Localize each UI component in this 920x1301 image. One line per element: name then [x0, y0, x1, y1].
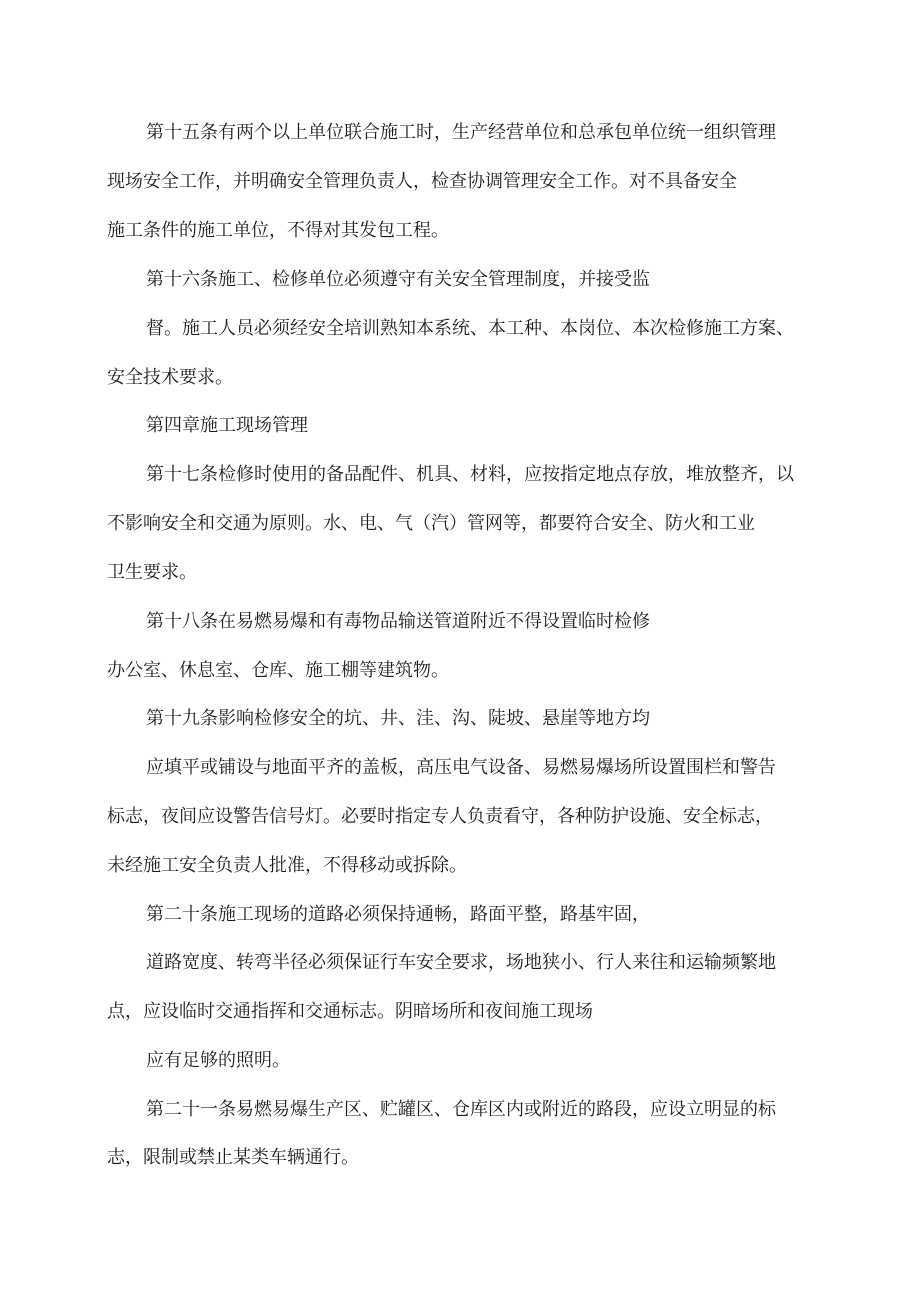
article-19-line-1: 第十九条影响检修安全的坑、井、洼、沟、陡坡、悬崖等地方均	[146, 708, 650, 729]
chapter-4-heading: 第四章施工现场管理	[146, 415, 308, 436]
article-17-line-3: 卫生要求。	[107, 562, 197, 583]
article-17-line-1: 第十七条检修时使用的备品配件、机具、材料，应按指定地点存放，堆放整齐，以	[146, 464, 794, 485]
article-20-line-2: 道路宽度、转弯半径必须保证行车安全要求，场地狭小、行人来往和运输频繁地	[146, 952, 776, 973]
article-18-line-2: 办公室、休息室、仓库、施工棚等建筑物。	[107, 660, 449, 681]
article-21-line-1: 第二十一条易燃易爆生产区、贮罐区、仓库区内或附近的路段，应设立明显的标	[146, 1099, 776, 1120]
article-16-line-1: 第十六条施工、检修单位必须遵守有关安全管理制度，并接受监	[146, 269, 650, 290]
article-15-line-2: 现场安全工作，并明确安全管理负责人，检查协调管理安全工作。对不具备安全	[107, 171, 737, 192]
article-17-line-2: 不影响安全和交通为原则。水、电、气（汽）管网等，都要符合安全、防火和工业	[107, 513, 755, 534]
article-19-line-3: 标志，夜间应设警告信号灯。必要时指定专人负责看守，各种防护设施、安全标志，	[107, 806, 773, 827]
article-15-line-3: 施工条件的施工单位，不得对其发包工程。	[107, 220, 449, 241]
article-20-line-3: 点，应设临时交通指挥和交通标志。阴暗场所和夜间施工现场	[107, 1001, 593, 1022]
article-16-line-2: 督。施工人员必须经安全培训熟知本系统、本工种、本岗位、本次检修施工方案、	[146, 318, 794, 339]
article-16-line-3: 安全技术要求。	[107, 367, 233, 388]
article-19-line-2: 应填平或铺设与地面平齐的盖板，高压电气设备、易燃易爆场所设置围栏和警告	[146, 757, 776, 778]
article-20-line-4: 应有足够的照明。	[146, 1050, 290, 1071]
article-19-line-4: 未经施工安全负责人批准，不得移动或拆除。	[107, 855, 467, 876]
article-21-line-2: 志，限制或禁止某类车辆通行。	[107, 1147, 359, 1168]
article-18-line-1: 第十八条在易燃易爆和有毒物品输送管道附近不得设置临时检修	[146, 611, 650, 632]
article-15-line-1: 第十五条有两个以上单位联合施工时，生产经营单位和总承包单位统一组织管理	[146, 122, 776, 143]
article-20-line-1: 第二十条施工现场的道路必须保持通畅，路面平整，路基牢固，	[146, 904, 650, 925]
